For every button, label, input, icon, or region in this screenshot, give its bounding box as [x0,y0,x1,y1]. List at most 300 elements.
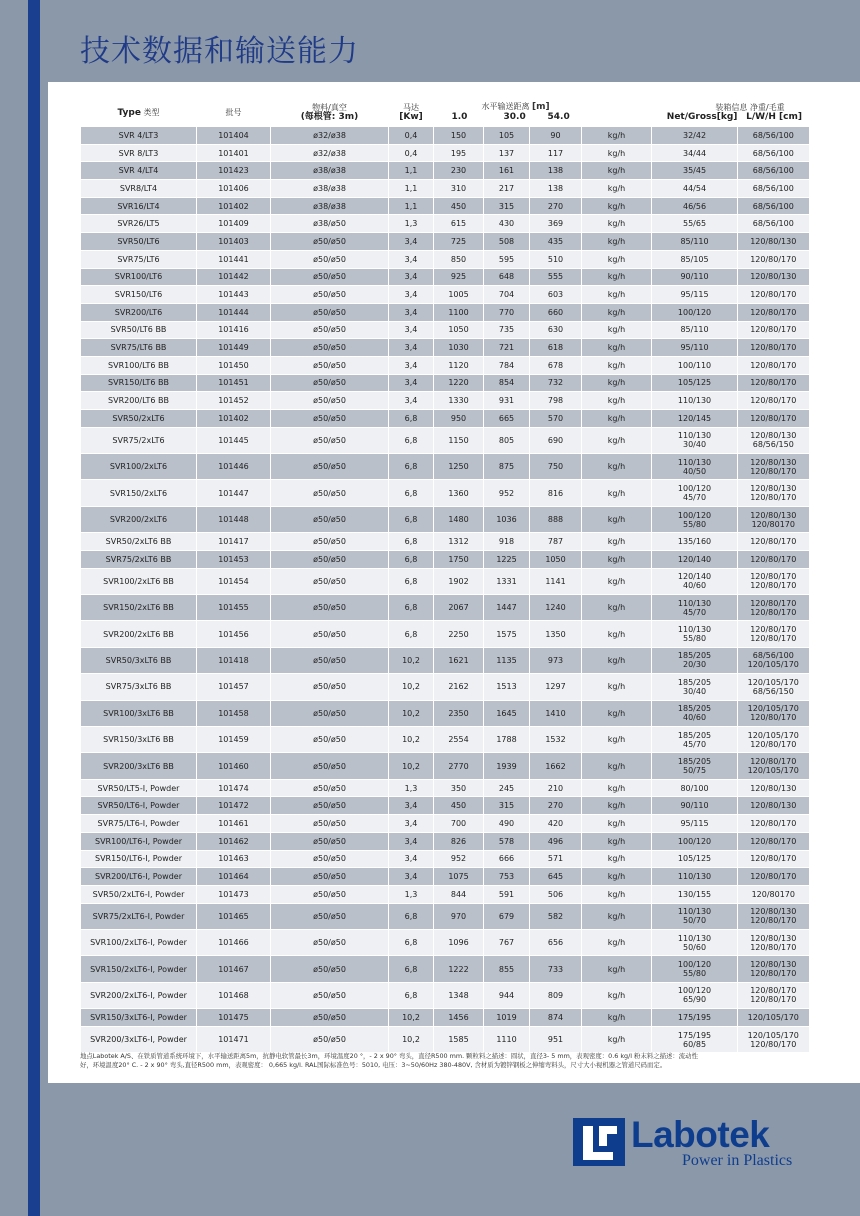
spec-table [80,97,809,1053]
cell-weight-line: 40/50 [683,466,707,476]
cell-material: ø50/ø50 [271,1009,389,1027]
table-row [81,480,809,506]
cell-material: ø50/ø50 [271,797,389,815]
cell-dist1: 1005 [434,286,484,304]
cell-dist3: 874 [530,1009,582,1027]
cell-dist2: 679 [484,903,530,929]
cell-material: ø50/ø50 [271,454,389,480]
cell-motor: 6,8 [389,533,434,551]
cell-unit: kg/h [582,506,652,532]
cell-dist2: 1575 [484,621,530,647]
cell-weight [652,454,738,480]
cell-unit: kg/h [582,1026,652,1052]
cell-weight [652,982,738,1008]
cell-unit: kg/h [582,127,652,144]
cell-dist3: 690 [530,427,582,453]
cell-dist1: 230 [434,162,484,180]
cell-dims [738,1009,809,1027]
cell-motor: 3,4 [389,868,434,886]
cell-unit: kg/h [582,779,652,797]
cell-dist2: 784 [484,356,530,374]
cell-dist1: 2067 [434,595,484,621]
cell-motor: 10,2 [389,1009,434,1027]
cell-motor: 6,8 [389,427,434,453]
cell-motor: 1,1 [389,197,434,215]
cell-dims [738,268,809,286]
cell-type: SVR26/LT5 [81,215,197,233]
cell-weight-line: 85/110 [680,236,709,246]
cell-dist2: 1331 [484,568,530,594]
cell-type: SVR50/2xLT6-I, Powder [81,885,197,903]
cell-batch: 101404 [197,127,271,144]
cell-dist1: 1120 [434,356,484,374]
cell-dims [738,700,809,726]
cell-dims-line: 120/80/170 [750,598,797,608]
cell-weight-line: 90/110 [680,272,709,282]
cell-unit: kg/h [582,233,652,251]
cell-type: SVR200/2xLT6-I, Powder [81,982,197,1008]
cell-dims-line: 120/105/170 [747,677,799,687]
cell-dist3: 90 [530,127,582,144]
cell-dims [738,956,809,982]
cell-dist3: 435 [530,233,582,251]
cell-dims-line: 120/80/170 [750,634,797,644]
cell-weight [652,647,738,673]
cell-dist2: 665 [484,410,530,428]
cell-dims [738,356,809,374]
cell-unit: kg/h [582,454,652,480]
cell-type: SVR100/LT6-I, Powder [81,832,197,850]
cell-dist3: 506 [530,885,582,903]
cell-dist2: 1645 [484,700,530,726]
cell-motor: 3,4 [389,250,434,268]
cell-dims-line: 120/80/170 [750,254,797,264]
cell-dist2: 875 [484,454,530,480]
cell-unit: kg/h [582,162,652,180]
cell-type: SVR16/LT4 [81,197,197,215]
cell-dist3: 816 [530,480,582,506]
cell-dims-line: 120/80/170 [750,986,797,996]
cell-motor: 1,3 [389,779,434,797]
header-motor: 马达 [Kw] [389,97,434,127]
cell-dist3: 1350 [530,621,582,647]
cell-batch: 101441 [197,250,271,268]
cell-batch: 101418 [197,647,271,673]
cell-dims [738,815,809,833]
cell-material: ø50/ø50 [271,321,389,339]
cell-weight [652,144,738,162]
spec-table-wrapper [80,97,808,1053]
cell-motor: 6,8 [389,550,434,568]
cell-unit: kg/h [582,374,652,392]
cell-weight-line: 44/54 [683,183,707,193]
cell-dist1: 2162 [434,674,484,700]
cell-batch: 101461 [197,815,271,833]
cell-dims-line: 120/80/130 [750,783,797,793]
cell-unit: kg/h [582,197,652,215]
cell-weight [652,726,738,752]
cell-weight-line: 100/110 [677,360,712,370]
cell-dims-line: 120/80/170 [750,537,797,547]
cell-dims-line: 120/80/170 [750,466,797,476]
cell-dims-line: 68/56/100 [752,219,794,229]
cell-dims [738,568,809,594]
cell-weight [652,506,738,532]
cell-dist1: 615 [434,215,484,233]
page-title: 技术数据和输送能力 [80,34,359,69]
cell-dims [738,286,809,304]
cell-batch: 101409 [197,215,271,233]
cell-weight [652,286,738,304]
cell-dims-line: 120/80/170 [750,572,797,582]
table-row [81,144,809,162]
cell-weight-line: 100/120 [677,986,712,996]
cell-dims [738,797,809,815]
cell-weight-line: 34/44 [683,148,707,158]
cell-weight [652,410,738,428]
cell-material: ø50/ø50 [271,885,389,903]
cell-weight [652,303,738,321]
cell-weight-line: 95/115 [680,818,709,828]
cell-batch: 101456 [197,621,271,647]
table-row [81,832,809,850]
cell-unit: kg/h [582,850,652,868]
cell-dims-line: 120/80/170 [750,854,797,864]
cell-material: ø50/ø50 [271,850,389,868]
cell-dims-line: 120/80/130 [750,431,797,441]
cell-weight-line: 20/30 [683,660,707,670]
cell-dims [738,392,809,410]
cell-dims-line: 120/80/170 [750,290,797,300]
cell-material: ø50/ø50 [271,339,389,357]
cell-dims-line: 120/80/170 [750,995,797,1005]
cell-batch: 101401 [197,144,271,162]
table-row [81,647,809,673]
cell-motor: 10,2 [389,753,434,779]
table-row [81,753,809,779]
cell-weight [652,533,738,551]
cell-material: ø50/ø50 [271,700,389,726]
cell-type: SVR75/2xLT6-I, Powder [81,903,197,929]
cell-dims-line: 120/105/170 [747,1030,799,1040]
table-row [81,392,809,410]
cell-material: ø50/ø50 [271,410,389,428]
cell-weight-line: 55/80 [683,519,707,529]
cell-weight [652,392,738,410]
cell-weight [652,550,738,568]
cell-dist1: 1902 [434,568,484,594]
cell-dims-line: 120/80/170 [750,942,797,952]
cell-batch: 101403 [197,233,271,251]
table-row [81,410,809,428]
cell-weight [652,700,738,726]
cell-dist3: 750 [530,454,582,480]
cell-weight [652,233,738,251]
cell-dist2: 578 [484,832,530,850]
cell-weight-line: 185/205 [677,730,712,740]
cell-dist2: 855 [484,956,530,982]
cell-weight-line: 45/70 [683,493,707,503]
cell-type: SVR200/LT6 BB [81,392,197,410]
cell-unit: kg/h [582,621,652,647]
cell-material: ø50/ø50 [271,568,389,594]
cell-weight-line: 130/155 [677,889,712,899]
cell-unit: kg/h [582,832,652,850]
cell-dist1: 1150 [434,427,484,453]
cell-dims [738,180,809,198]
cell-dist2: 1513 [484,674,530,700]
cell-dist1: 1360 [434,480,484,506]
cell-batch: 101402 [197,197,271,215]
cell-dist3: 270 [530,797,582,815]
cell-dims [738,339,809,357]
table-row [81,903,809,929]
cell-material: ø50/ø50 [271,1026,389,1052]
cell-dist3: 798 [530,392,582,410]
cell-dist1: 1480 [434,506,484,532]
cell-dims-line: 120/80/170 [750,396,797,406]
cell-material: ø50/ø50 [271,956,389,982]
table-row [81,356,809,374]
left-accent-stripe [28,0,40,1216]
cell-unit: kg/h [582,956,652,982]
cell-dims [738,215,809,233]
cell-dist1: 195 [434,144,484,162]
cell-batch: 101467 [197,956,271,982]
cell-dims-line: 68/56/100 [752,130,794,140]
cell-dist3: 1297 [530,674,582,700]
cell-weight-line: 55/80 [683,634,707,644]
cell-weight-line: 105/125 [677,378,712,388]
cell-dims [738,753,809,779]
cell-unit: kg/h [582,595,652,621]
left-band [0,0,48,1216]
cell-batch: 101462 [197,832,271,850]
cell-type: SVR100/LT6 [81,268,197,286]
table-row [81,321,809,339]
cell-batch: 101468 [197,982,271,1008]
cell-weight-line: 55/65 [683,219,707,229]
cell-batch: 101459 [197,726,271,752]
cell-dims-line: 120/105/170 [747,704,799,714]
cell-unit: kg/h [582,929,652,955]
cell-weight [652,250,738,268]
cell-unit: kg/h [582,533,652,551]
cell-type: SVR75/LT6-I, Powder [81,815,197,833]
cell-weight-line: 100/120 [677,510,712,520]
cell-unit: kg/h [582,753,652,779]
cell-material: ø32/ø38 [271,144,389,162]
cell-dist3: 571 [530,850,582,868]
cell-dims-line: 120/80/170 [750,916,797,926]
table-row [81,286,809,304]
cell-type: SVR150/3xLT6 BB [81,726,197,752]
cell-unit: kg/h [582,885,652,903]
cell-dims-line: 68/56/100 [752,148,794,158]
table-row [81,700,809,726]
cell-weight [652,779,738,797]
cell-motor: 6,8 [389,982,434,1008]
cell-dist1: 2554 [434,726,484,752]
cell-dist2: 753 [484,868,530,886]
cell-weight [652,268,738,286]
cell-batch: 101472 [197,797,271,815]
cell-type: SVR75/2xLT6 BB [81,550,197,568]
cell-motor: 3,4 [389,303,434,321]
cell-dist1: 826 [434,832,484,850]
cell-motor: 3,4 [389,268,434,286]
cell-dist3: 1532 [530,726,582,752]
cell-dist1: 1050 [434,321,484,339]
cell-dist3: 645 [530,868,582,886]
cell-dims [738,868,809,886]
cell-dist3: 582 [530,903,582,929]
cell-unit: kg/h [582,250,652,268]
table-row [81,127,809,144]
cell-weight [652,1009,738,1027]
cell-dims-line: 120/80/170 [750,836,797,846]
cell-material: ø50/ø50 [271,533,389,551]
cell-dist2: 591 [484,885,530,903]
cell-weight-line: 50/70 [683,916,707,926]
cell-dims [738,427,809,453]
cell-dist3: 496 [530,832,582,850]
cell-dist1: 2250 [434,621,484,647]
cell-weight [652,356,738,374]
cell-batch: 101475 [197,1009,271,1027]
cell-motor: 6,8 [389,929,434,955]
cell-motor: 10,2 [389,726,434,752]
cell-dims-line: 68/56/100 [752,651,794,661]
cell-material: ø50/ø50 [271,753,389,779]
cell-motor: 3,4 [389,321,434,339]
cell-dist2: 735 [484,321,530,339]
cell-dist1: 844 [434,885,484,903]
cell-dist2: 952 [484,480,530,506]
table-row [81,797,809,815]
cell-dist3: 555 [530,268,582,286]
cell-dist1: 1100 [434,303,484,321]
cell-batch: 101445 [197,427,271,453]
cell-batch: 101474 [197,779,271,797]
cell-motor: 6,8 [389,903,434,929]
cell-dist1: 970 [434,903,484,929]
table-row [81,215,809,233]
cell-weight-line: 100/120 [677,307,712,317]
cell-weight [652,815,738,833]
table-row [81,850,809,868]
cell-type: SVR100/LT6 BB [81,356,197,374]
cell-dims-line: 120/80/130 [750,272,797,282]
cell-motor: 6,8 [389,595,434,621]
cell-weight [652,832,738,850]
cell-motor: 3,4 [389,392,434,410]
cell-dims-line: 120/80/170 [750,413,797,423]
cell-type: SVR150/2xLT6 [81,480,197,506]
cell-motor: 6,8 [389,454,434,480]
table-header-row [81,97,809,127]
cell-dist1: 1456 [434,1009,484,1027]
cell-weight-line: 110/130 [677,431,712,441]
cell-unit: kg/h [582,903,652,929]
cell-dist1: 952 [434,850,484,868]
header-distance: 水平输送距离 [m] 1.0 30.0 54.0 [434,97,652,127]
cell-dist2: 1939 [484,753,530,779]
table-row [81,180,809,198]
cell-type: SVR 4/LT3 [81,127,197,144]
table-row [81,550,809,568]
cell-material: ø50/ø50 [271,595,389,621]
cell-weight-line: 40/60 [683,581,707,591]
cell-weight-line: 65/90 [683,995,707,1005]
cell-dist3: 570 [530,410,582,428]
cell-weight-line: 175/195 [677,1012,712,1022]
cell-motor: 3,4 [389,815,434,833]
cell-material: ø38/ø38 [271,162,389,180]
cell-dist2: 918 [484,533,530,551]
cell-type: SVR150/2xLT6-I, Powder [81,956,197,982]
cell-dist1: 1348 [434,982,484,1008]
cell-type: SVR100/2xLT6 [81,454,197,480]
cell-unit: kg/h [582,1009,652,1027]
cell-type: SVR150/LT6 BB [81,374,197,392]
cell-weight [652,480,738,506]
cell-type: SVR50/LT6-I, Powder [81,797,197,815]
cell-unit: kg/h [582,286,652,304]
cell-weight-line: 46/56 [683,201,707,211]
cell-material: ø50/ø50 [271,550,389,568]
cell-weight-line: 120/140 [677,572,712,582]
cell-dims-line: 120/105/170 [747,660,799,670]
cell-material: ø50/ø50 [271,779,389,797]
cell-unit: kg/h [582,410,652,428]
cell-batch: 101443 [197,286,271,304]
cell-weight-line: 185/205 [677,757,712,767]
cell-dist1: 1750 [434,550,484,568]
cell-weight [652,595,738,621]
cell-weight-line: 45/70 [683,607,707,617]
cell-dist3: 732 [530,374,582,392]
cell-motor: 1,3 [389,215,434,233]
cell-motor: 1,1 [389,180,434,198]
cell-weight [652,180,738,198]
cell-unit: kg/h [582,700,652,726]
cell-dims [738,982,809,1008]
table-row [81,339,809,357]
cell-batch: 101447 [197,480,271,506]
cell-motor: 6,8 [389,956,434,982]
cell-material: ø50/ø50 [271,621,389,647]
table-row [81,885,809,903]
cell-material: ø50/ø50 [271,250,389,268]
cell-dims-line: 120/80170 [751,519,795,529]
cell-dims [738,903,809,929]
cell-material: ø50/ø50 [271,303,389,321]
cell-weight [652,674,738,700]
cell-unit: kg/h [582,321,652,339]
cell-weight-line: 55/80 [683,969,707,979]
cell-motor: 10,2 [389,647,434,673]
cell-batch: 101402 [197,410,271,428]
cell-dist2: 666 [484,850,530,868]
cell-dist1: 2770 [434,753,484,779]
cell-dist3: 888 [530,506,582,532]
cell-dist2: 648 [484,268,530,286]
cell-material: ø50/ø50 [271,815,389,833]
cell-material: ø50/ø50 [271,832,389,850]
cell-dims-line: 120/80/170 [750,607,797,617]
cell-dist1: 310 [434,180,484,198]
